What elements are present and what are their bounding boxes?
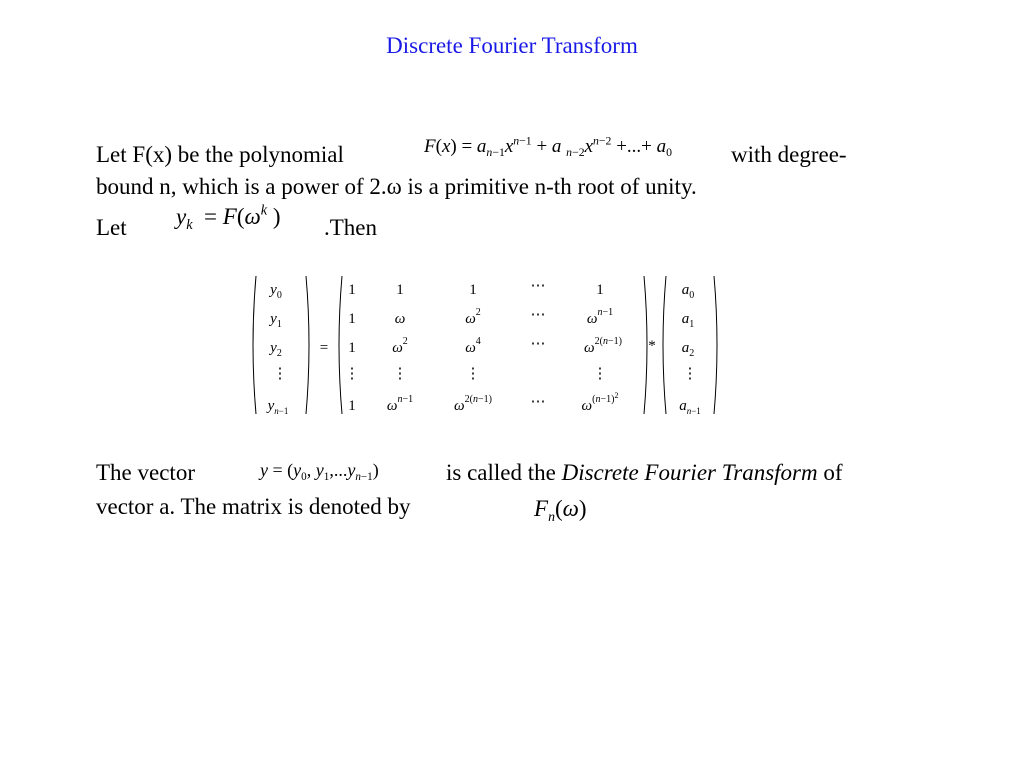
rhs-a0: $a_0$ (681, 282, 695, 301)
text-vector-start: The vector (96, 460, 195, 485)
m41: $\omega^n-1$ (386, 394, 414, 414)
multiply-sign: * (648, 338, 656, 354)
m42: $\omega^{2(}n-1$) (454, 394, 492, 414)
yk-equation: $y_k = F(\omega^k$ ) (176, 202, 281, 233)
text-line-3-let: Let (96, 215, 127, 240)
m02: 1 (469, 282, 477, 298)
m13: ⋯ (530, 307, 546, 323)
text-vector-end (446, 456, 843, 490)
rhs-vdots: ⋮ (682, 366, 698, 382)
text-line-3-then: .Then (324, 215, 378, 240)
vector-definition: $y = (y_0$, $y_1,...y_{n-1}$) (260, 460, 379, 483)
text-line-2: bound n, which is a power of 2.ω is a primitive n-th root of unity. (96, 174, 697, 199)
equals-sign: = (319, 340, 329, 356)
m40: 1 (348, 398, 356, 414)
m44: ω(n−1)$^2$ (581, 391, 619, 414)
rhs-a1: $a_1$ (681, 311, 695, 330)
m10: 1 (348, 311, 356, 327)
text-line-5: vector a. The matrix is denoted by (96, 494, 411, 519)
m43: ⋯ (530, 394, 546, 410)
m31: ⋮ (392, 366, 408, 382)
m23: ⋯ (530, 336, 546, 352)
m21: $\omega^2$ (392, 336, 408, 356)
lhs-yn-1: $y_n-1$ (267, 398, 289, 416)
dft-term: Discrete Fourier Transform (561, 460, 818, 485)
lhs-vdots: ⋮ (272, 366, 288, 382)
text-line-1-start: Let F(x) be the polynomial (96, 142, 344, 167)
m34: ⋮ (592, 366, 608, 382)
m30: ⋮ (344, 366, 360, 382)
m32: ⋮ (465, 366, 481, 382)
m20: 1 (348, 340, 356, 356)
m24: $\omega^{2(}n-1$) (584, 336, 622, 356)
m00: 1 (348, 282, 356, 298)
m12: $\omega^2$ (465, 307, 481, 327)
lhs-y1: $y_1$ (270, 311, 282, 330)
polynomial-equation: $F(x) = a_{n-1}x^{n-1} + a$ $_{n-2}x^{n-2}$ +...+ $a_0$ (424, 134, 673, 160)
slide-title: Discrete Fourier Transform (386, 33, 638, 58)
m14: $\omega^n-1$ (586, 307, 614, 327)
called-the-text: is called the (446, 460, 556, 485)
lhs-y2: $y_2$ (270, 340, 282, 359)
dft-matrix-equation (248, 270, 728, 420)
m03: ⋯ (530, 278, 546, 294)
lhs-y0: $y_0$ (270, 282, 282, 301)
m04: 1 (596, 282, 604, 298)
m01: 1 (396, 282, 404, 298)
m22: $\omega^4$ (465, 336, 481, 356)
text-line-1-end: with degree- (731, 142, 847, 167)
rhs-a2: $a_2$ (681, 340, 695, 359)
of-text: of (823, 460, 843, 485)
m11: ω (394, 311, 406, 327)
rhs-an-1: $a_n-1$ (679, 398, 701, 416)
fn-omega-notation: $F_n(\omega)$ (534, 496, 587, 524)
